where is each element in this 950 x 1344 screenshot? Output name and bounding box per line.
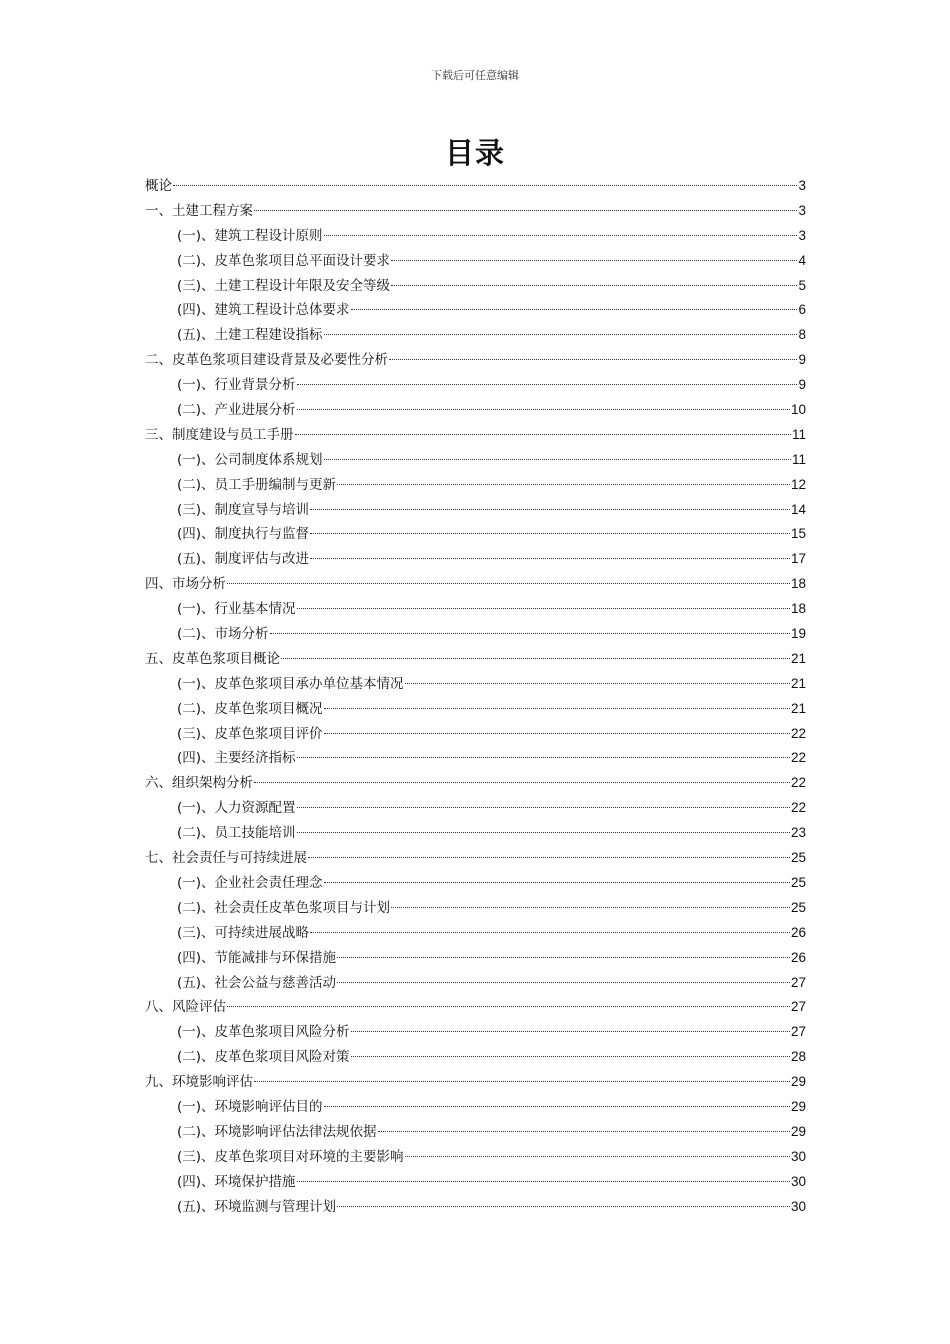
toc-entry-label: 五、皮革色浆项目概论: [145, 650, 280, 667]
toc-dot-leader: [254, 210, 797, 211]
toc-entry[interactable]: [145, 672, 806, 697]
toc-dot-leader: [324, 334, 798, 335]
toc-entry-page-number: 30: [790, 1198, 806, 1214]
toc-dot-leader: [254, 782, 790, 783]
toc-dot-leader: [254, 1081, 790, 1082]
toc-entry-page-number: 22: [790, 750, 806, 766]
toc-dot-leader: [281, 658, 790, 659]
toc-entry[interactable]: [145, 971, 806, 996]
toc-entry-page-number: 14: [790, 501, 806, 517]
toc-dot-leader: [405, 1156, 790, 1157]
toc-dot-leader: [324, 882, 790, 883]
toc-entry-page-number: 10: [790, 402, 806, 418]
toc-dot-leader: [297, 832, 790, 833]
toc-dot-leader: [295, 434, 791, 435]
toc-entry-page-number: 29: [790, 1074, 806, 1090]
toc-entry-page-number: 21: [790, 700, 806, 716]
toc-entry-label: (一)、人力资源配置: [177, 800, 296, 817]
toc-entry[interactable]: [145, 921, 806, 946]
toc-entry[interactable]: [145, 722, 806, 747]
toc-entry[interactable]: [145, 946, 806, 971]
toc-entry-page-number: 26: [790, 924, 806, 940]
toc-dot-leader: [351, 1056, 790, 1057]
toc-dot-leader: [308, 857, 790, 858]
toc-entry[interactable]: [145, 697, 806, 722]
toc-entry-page-number: 25: [790, 850, 806, 866]
toc-entry[interactable]: [145, 821, 806, 846]
toc-entry[interactable]: [145, 398, 806, 423]
toc-entry-label: (四)、建筑工程设计总体要求: [177, 302, 350, 319]
toc-entry-label: (一)、皮革色浆项目承办单位基本情况: [177, 675, 404, 692]
toc-entry[interactable]: [145, 597, 806, 622]
toc-entry[interactable]: [145, 995, 806, 1020]
toc-dot-leader: [310, 558, 790, 559]
toc-entry-page-number: 30: [790, 1148, 806, 1164]
toc-entry-page-number: 19: [790, 626, 806, 642]
toc-entry-page-number: 25: [790, 899, 806, 915]
toc-entry-label: (三)、可持续进展战略: [177, 924, 310, 941]
toc-entry-label: (二)、皮革色浆项目总平面设计要求: [177, 252, 391, 269]
toc-entry[interactable]: [145, 1045, 806, 1070]
toc-entry[interactable]: [145, 622, 806, 647]
toc-entry-page-number: 30: [790, 1173, 806, 1189]
toc-entry-page-number: 21: [790, 650, 806, 666]
toc-dot-leader: [405, 683, 790, 684]
toc-entry-page-number: 18: [790, 576, 806, 592]
toc-entry-label: (五)、社会公益与慈善活动: [177, 974, 337, 991]
toc-entry-label: 二、皮革色浆项目建设背景及必要性分析: [145, 352, 388, 369]
toc-entry-label: (一)、公司制度体系规划: [177, 451, 323, 468]
toc-entry[interactable]: [145, 522, 806, 547]
toc-entry[interactable]: [145, 448, 806, 473]
toc-dot-leader: [297, 757, 790, 758]
toc-entry-page-number: 27: [790, 974, 806, 990]
toc-entry[interactable]: [145, 323, 806, 348]
toc-entry-label: (二)、社会责任皮革色浆项目与计划: [177, 899, 391, 916]
toc-entry[interactable]: [145, 1095, 806, 1120]
toc-entry-page-number: 8: [798, 327, 806, 343]
toc-entry[interactable]: [145, 1020, 806, 1045]
toc-dot-leader: [324, 708, 790, 709]
toc-entry-label: (一)、行业背景分析: [177, 377, 296, 394]
toc-entry[interactable]: [145, 473, 806, 498]
toc-entry-page-number: 25: [790, 874, 806, 890]
toc-entry-page-number: 11: [791, 426, 806, 442]
toc-entry-label: (二)、市场分析: [177, 626, 269, 643]
toc-entry-page-number: 12: [790, 476, 806, 492]
toc-entry-page-number: 11: [791, 451, 806, 467]
toc-dot-leader: [351, 309, 798, 310]
toc-entry-page-number: 3: [798, 227, 806, 243]
toc-entry-label: (二)、员工技能培训: [177, 825, 296, 842]
toc-entry-label: 八、风险评估: [145, 999, 226, 1016]
toc-dot-leader: [173, 185, 797, 186]
toc-dot-leader: [391, 260, 797, 261]
toc-entry[interactable]: [145, 771, 806, 796]
toc-entry-page-number: 27: [790, 999, 806, 1015]
toc-entry-page-number: 22: [790, 800, 806, 816]
toc-entry-label: 概论: [145, 178, 172, 194]
toc-entry-page-number: 9: [798, 352, 806, 368]
toc-entry[interactable]: [145, 1145, 806, 1170]
toc-dot-leader: [324, 1106, 790, 1107]
toc-dot-leader: [337, 484, 790, 485]
toc-dot-leader: [297, 807, 790, 808]
toc-entry[interactable]: [145, 1170, 806, 1195]
toc-entry[interactable]: [145, 871, 806, 896]
toc-entry[interactable]: [145, 498, 806, 523]
toc-entry[interactable]: [145, 896, 806, 921]
toc-dot-leader: [310, 533, 790, 534]
toc-dot-leader: [337, 957, 790, 958]
toc-entry[interactable]: [145, 298, 806, 323]
toc-dot-leader: [310, 509, 790, 510]
toc-dot-leader: [297, 384, 798, 385]
toc-dot-leader: [391, 907, 790, 908]
toc-entry-label: (二)、产业进展分析: [177, 402, 296, 419]
toc-entry-page-number: 21: [790, 675, 806, 691]
toc-dot-leader: [297, 409, 790, 410]
toc-entry[interactable]: [145, 249, 806, 274]
toc-entry-page-number: 29: [790, 1098, 806, 1114]
toc-dot-leader: [270, 633, 790, 634]
toc-entry-label: (五)、环境监测与管理计划: [177, 1198, 337, 1215]
toc-entry[interactable]: [145, 373, 806, 398]
toc-entry-label: (二)、环境影响评估法律法规依据: [177, 1123, 377, 1140]
toc-dot-leader: [324, 459, 791, 460]
toc-entry-label: (一)、行业基本情况: [177, 601, 296, 618]
toc-dot-leader: [297, 608, 790, 609]
toc-entry[interactable]: [145, 547, 806, 572]
toc-entry-label: (四)、环境保护措施: [177, 1173, 296, 1190]
toc-entry-label: 六、组织架构分析: [145, 775, 253, 792]
toc-entry-label: (一)、皮革色浆项目风险分析: [177, 1024, 350, 1041]
toc-entry-page-number: 23: [790, 825, 806, 841]
toc-entry-label: (四)、主要经济指标: [177, 750, 296, 767]
toc-entry-page-number: 9: [798, 377, 806, 393]
toc-entry-label: (五)、制度评估与改进: [177, 551, 310, 568]
toc-entry-label: 七、社会责任与可持续进展: [145, 850, 307, 867]
toc-entry[interactable]: [145, 174, 806, 199]
toc-entry[interactable]: [145, 1195, 806, 1220]
toc-entry-label: (二)、员工手册编制与更新: [177, 476, 337, 493]
toc-entry[interactable]: [145, 1070, 806, 1095]
toc-title: 目录: [444, 136, 505, 170]
toc-entry-page-number: 6: [798, 302, 806, 318]
toc-entry-page-number: 4: [798, 252, 806, 268]
toc-entry[interactable]: [145, 572, 806, 597]
toc-dot-leader: [227, 1006, 790, 1007]
toc-dot-leader: [391, 285, 797, 286]
toc-entry-label: 九、环境影响评估: [145, 1074, 253, 1091]
toc-entry-page-number: 27: [790, 1024, 806, 1040]
toc-entry[interactable]: [145, 274, 806, 299]
toc-entry-label: (二)、皮革色浆项目风险对策: [177, 1049, 350, 1066]
toc-entry-page-number: 5: [798, 277, 806, 293]
toc-dot-leader: [310, 932, 790, 933]
toc-entry[interactable]: [145, 199, 806, 224]
toc-entry-label: (一)、建筑工程设计原则: [177, 227, 323, 244]
toc-entry-label: 一、土建工程方案: [145, 202, 253, 219]
toc-entry-label: 三、制度建设与员工手册: [145, 426, 294, 443]
header-note: 下载后可任意编辑: [431, 69, 519, 82]
toc-entry[interactable]: [145, 224, 806, 249]
toc-dot-leader: [227, 583, 790, 584]
toc-dot-leader: [297, 1181, 790, 1182]
toc-dot-leader: [337, 982, 790, 983]
toc-entry-page-number: 22: [790, 775, 806, 791]
toc-entry[interactable]: [145, 647, 806, 672]
toc-entry-page-number: 15: [790, 526, 806, 542]
toc-entry-label: (三)、皮革色浆项目对环境的主要影响: [177, 1148, 404, 1165]
toc-dot-leader: [324, 235, 798, 236]
toc-entry[interactable]: [145, 348, 806, 373]
toc-entry-label: (四)、节能减排与环保措施: [177, 949, 337, 966]
toc-entry-label: (三)、土建工程设计年限及安全等级: [177, 277, 391, 294]
toc-dot-leader: [378, 1131, 790, 1132]
toc-entry-label: (一)、环境影响评估目的: [177, 1098, 323, 1115]
toc-entry-page-number: 26: [790, 949, 806, 965]
toc-entry-label: (四)、制度执行与监督: [177, 526, 310, 543]
toc-entry-page-number: 3: [798, 202, 806, 218]
toc-entry-page-number: 29: [790, 1123, 806, 1139]
toc-entry-page-number: 28: [790, 1049, 806, 1065]
toc-entry[interactable]: [145, 846, 806, 871]
table-of-contents: [145, 174, 806, 1219]
toc-entry-label: (二)、皮革色浆项目概况: [177, 700, 323, 717]
toc-entry[interactable]: [145, 423, 806, 448]
toc-entry[interactable]: [145, 796, 806, 821]
toc-entry-label: (三)、皮革色浆项目评价: [177, 725, 323, 742]
toc-entry-page-number: 17: [790, 551, 806, 567]
toc-dot-leader: [324, 733, 790, 734]
toc-dot-leader: [389, 359, 797, 360]
toc-entry-page-number: 3: [798, 178, 806, 193]
toc-entry-label: (三)、制度宣导与培训: [177, 501, 310, 518]
toc-entry[interactable]: [145, 1120, 806, 1145]
toc-entry-label: 四、市场分析: [145, 576, 226, 593]
toc-entry-page-number: 18: [790, 601, 806, 617]
toc-dot-leader: [351, 1031, 790, 1032]
toc-entry-label: (五)、土建工程建设指标: [177, 327, 323, 344]
toc-entry-page-number: 22: [790, 725, 806, 741]
toc-entry[interactable]: [145, 746, 806, 771]
toc-dot-leader: [337, 1206, 790, 1207]
toc-entry-label: (一)、企业社会责任理念: [177, 874, 323, 891]
